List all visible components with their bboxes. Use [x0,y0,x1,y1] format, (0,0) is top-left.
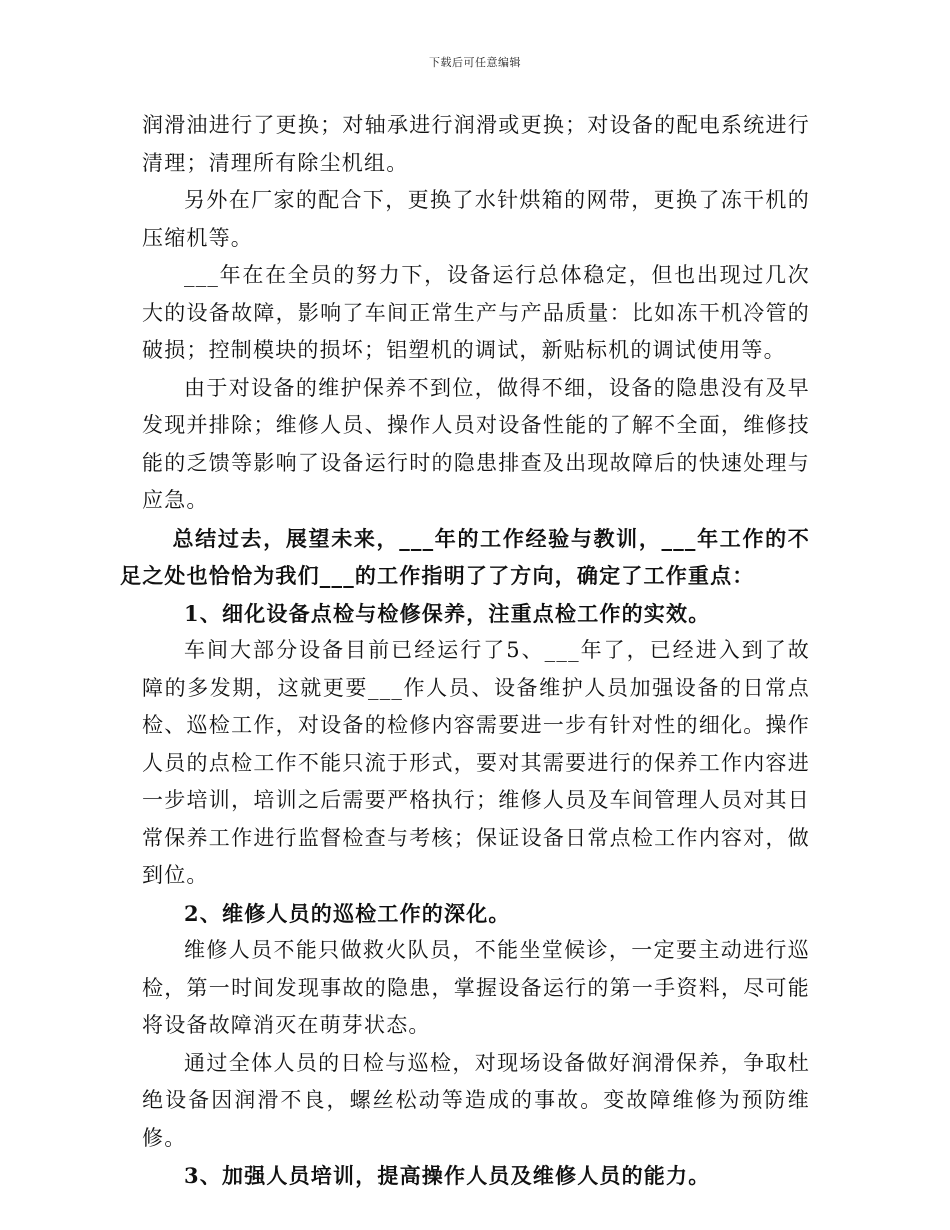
paragraph-4: 由于对设备的维护保养不到位，做得不细，设备的隐患没有及早发现并排除；维修人员、操作人员对设备性能的了解不全面，维修技能的乏馈等影响了设备运行时的隐患排查及出现故障后的快速处理与应急。 [142,375,810,512]
paragraph-5: 车间大部分设备目前已经运行了5、___年了，已经进入到了故障的多发期，这就更要___作人员、设备维护人员加强设备的日常点检、巡检工作，对设备的检修内容需要进一步有针对性的细化。操作人员的点检工作不能只流于形式，要对其需要进行的保养工作内容进一步培训，培训之后需要严格执行；维修人员及车间管理人员对其日常保养工作进行监督检查与考核；保证设备日常点检工作内容对，做到位。 [142,638,810,887]
document-body [120,107,810,1195]
paragraph-6: 维修人员不能只做救火队员，不能坐堂候诊，一定要主动进行巡检，第一时间发现事故的隐患，掌握设备运行的第一手资料，尽可能将设备故障消灭在萌芽状态。 [142,938,810,1037]
section-heading-1: 1、细化设备点检与检修保养，注重点检工作的实效。 [184,600,711,626]
paragraph-2: 另外在厂家的配合下，更换了水针烘箱的网带，更换了冻干机的压缩机等。 [142,188,810,250]
paragraph-1: 润滑油进行了更换；对轴承进行润滑或更换；对设备的配电系统进行清理；清理所有除尘机组。 [142,113,810,175]
section-heading-3: 3、加强人员培训，提高操作人员及维修人员的能力。 [184,1163,711,1188]
summary-paragraph: 总结过去，展望未来，___年的工作经验与教训，___年工作的不足之处也恰恰为我们___的工作指明了了方向，确定了工作重点： [120,525,810,588]
paragraph-7: 通过全体人员的日检与巡检，对现场设备做好润滑保养，争取杜绝设备因润滑不良，螺丝松动等造成的事故。变故障维修为预防维修。 [142,1050,810,1150]
page-header: 下载后可任意编辑 [429,56,521,69]
paragraph-3: ___年在在全员的努力下，设备运行总体稳定，但也出现过几次大的设备故障，影响了车间正常生产与产品质量：比如冻干机冷管的破损；控制模块的损坏；铝塑机的调试，新贴标机的调试使用等。 [142,263,810,362]
section-heading-2: 2、维修人员的巡检工作的深化。 [184,900,511,926]
